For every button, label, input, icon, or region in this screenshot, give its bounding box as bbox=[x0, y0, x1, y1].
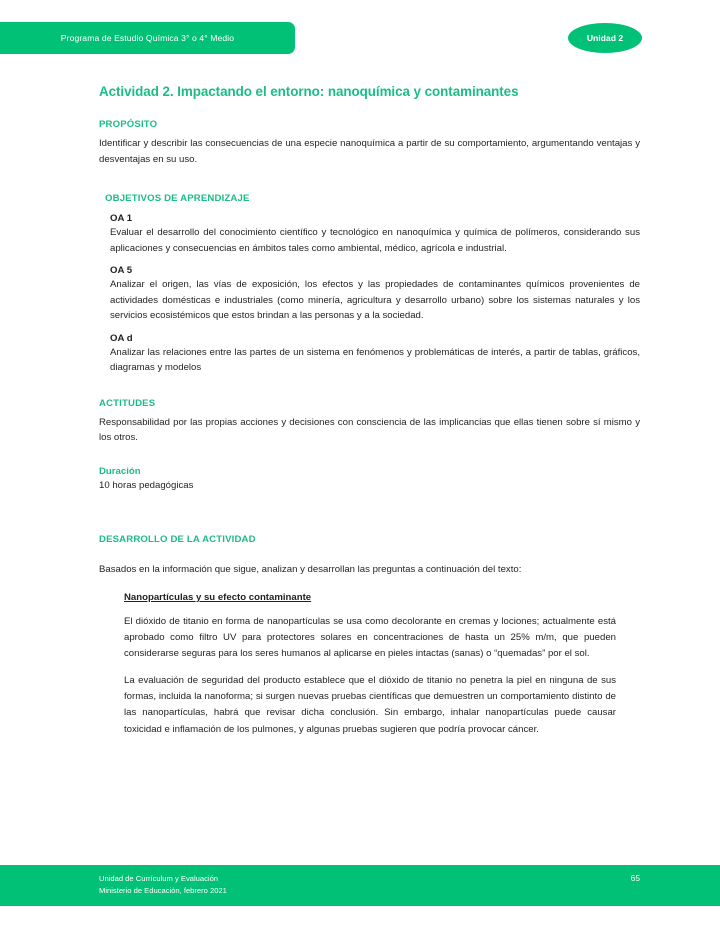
objetivo-description: Evaluar el desarrollo del conocimiento científico y tecnológico en nanoquímica y química de polímeros, considerando sus aplicaciones y consecuencias en ámbitos tales como ambiental, médico, agrícola e industrial. bbox=[110, 227, 640, 254]
reading-paragraph: La evaluación de seguridad del producto establece que el dióxido de titanio no penetra la piel en ninguna de sus formas, incluida la nanoforma; si surgen nuevas pruebas científicas que demuestren un comportamiento distinto de las nanopartículas, habrá que revisar dicha conclusión. Sin embargo, inhalar nanopartículas puede causar toxicidad e inflamación de los pulmones, y algunas pruebas sugieren que podría provocar cáncer. bbox=[124, 675, 616, 735]
objetivo-description: Analizar las relaciones entre las partes de un sistema en fenómenos y problemáticas de interés, a partir de tablas, gráficos, diagramas y modelos bbox=[110, 346, 640, 374]
objetivo-item bbox=[110, 213, 640, 256]
footer-content bbox=[99, 873, 640, 896]
objetivo-code: OA 1 bbox=[110, 213, 133, 225]
section-objetivos-aprendizaje bbox=[99, 193, 640, 376]
objetivos-list bbox=[110, 213, 640, 376]
desarrollo-heading: DESARROLLO DE LA ACTIVIDAD bbox=[99, 534, 256, 546]
objetivo-item bbox=[110, 333, 640, 376]
proposito-heading: PROPÓSITO bbox=[99, 119, 158, 130]
actitudes-heading: ACTITUDES bbox=[99, 397, 156, 409]
program-banner-label: Programa de Estudio Química 3° o 4° Medio bbox=[60, 33, 235, 43]
objetivo-item bbox=[110, 265, 640, 324]
section-duracion bbox=[99, 466, 640, 494]
objetivo-description: Analizar el origen, las vías de exposición, los efectos y las propiedades de contaminantes químicos provenientes de actividades domésticas e industriales (como minería, agricultura y desarrollo urbano) sobre los sistemas naturales y los servicios ecosistémicos que estos brindan a las personas y a la sociedad. bbox=[110, 279, 640, 322]
page-footer bbox=[0, 865, 720, 906]
footer-attribution bbox=[99, 873, 227, 896]
proposito-text: Identificar y describir las consecuencias de una especie nanoquímica a partir de su comportamiento, argumentando ventajas y desventajas en su uso. bbox=[99, 138, 640, 165]
duracion-heading: Duración bbox=[99, 465, 141, 477]
desarrollo-reading-text bbox=[124, 614, 616, 738]
duracion-text: 10 horas pedagógicas bbox=[99, 479, 194, 491]
section-proposito bbox=[99, 119, 640, 167]
objetivo-code: OA d bbox=[110, 332, 133, 344]
document-body bbox=[99, 0, 640, 749]
page-number: 65 bbox=[630, 873, 640, 883]
desarrollo-subheading: Nanopartículas y su efecto contaminante bbox=[124, 591, 312, 603]
reading-paragraph: El dióxido de titanio en forma de nanopartículas se usa como decolorante en cremas y lociones; actualmente está aprobado como filtro UV para protectores solares en concentraciones de hasta un 25% m/m, que pueden considerarse seguras para los seres humanos al aplicarse en pieles intactas (sanas) o “quemadas” por el sol. bbox=[124, 615, 616, 660]
desarrollo-intro: Basados en la información que sigue, analizan y desarrollan las preguntas a continuación del texto: bbox=[99, 564, 522, 576]
section-actitudes bbox=[99, 398, 640, 446]
objetivo-code: OA 5 bbox=[110, 265, 133, 277]
footer-line-1: Unidad de Currículum y Evaluación bbox=[99, 874, 219, 883]
unit-badge-label: Unidad 2 bbox=[586, 33, 624, 43]
objetivos-heading: OBJETIVOS DE APRENDIZAJE bbox=[105, 193, 250, 205]
page-title: Actividad 2. Impactando el entorno: nanoquímica y contaminantes bbox=[99, 84, 519, 99]
footer-line-2: Ministerio de Educación, febrero 2021 bbox=[99, 885, 227, 895]
actitudes-text: Responsabilidad por las propias acciones y decisiones con consciencia de las implicancias que ellas tienen sobre sí mismo y los otros. bbox=[99, 416, 640, 444]
section-desarrollo bbox=[99, 534, 640, 737]
